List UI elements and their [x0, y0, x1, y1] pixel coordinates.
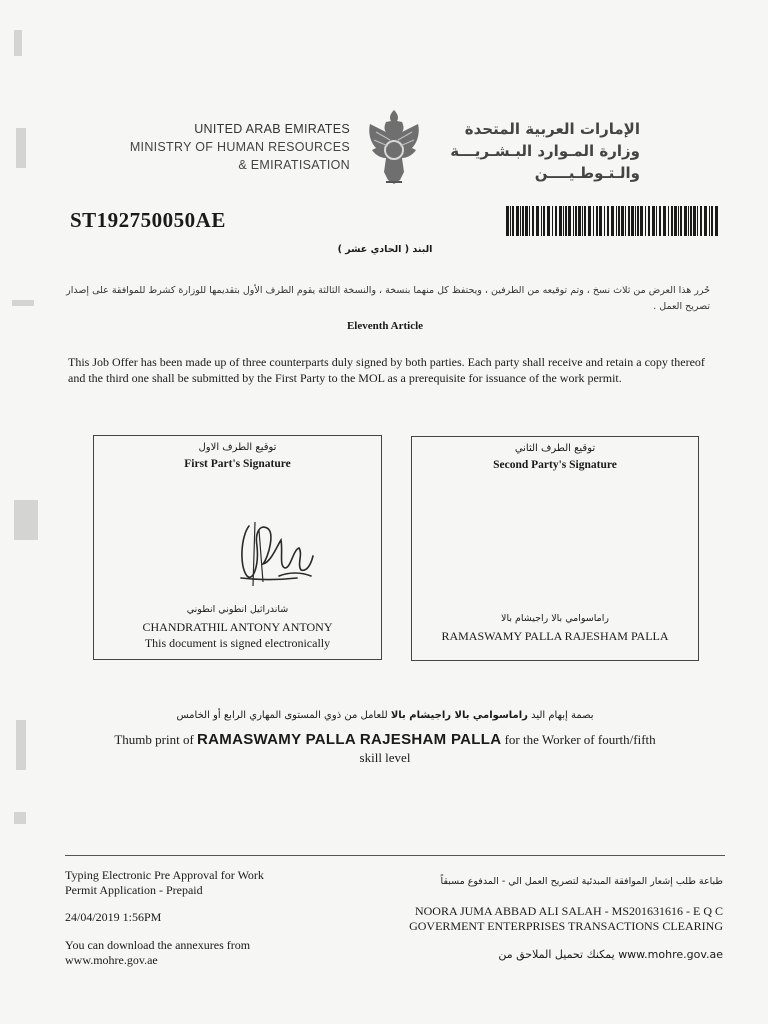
typing-line: Typing Electronic Pre Approval for Work — [65, 868, 264, 882]
article-text-en: This Job Offer has been made up of three counterparts duly signed by both parties. Each party shall receive and retain a copy thereof and the third one shall be submitted by the First Party to the MOL as a prerequisite for issuance of the work permit. — [68, 355, 705, 385]
typing-line: Permit Application - Prepaid — [65, 883, 203, 897]
issue-datetime: 24/04/2019 1:56PM — [65, 910, 162, 924]
thumbprint-caption — [80, 731, 690, 767]
barcode — [506, 206, 722, 236]
uae-eagle-emblem-icon — [362, 106, 426, 188]
electronic-signature-note: This document is signed electronically — [144, 636, 331, 650]
clearing-agent — [363, 904, 723, 934]
download-info-ar: www.mohre.gov.ae يمكنك تحميل الملاحق من — [498, 948, 723, 961]
thumbprint-ar-post: للعامل من ذوي المستوى المهاري الرابع أو الخامس — [176, 710, 388, 721]
typing-description — [65, 868, 264, 898]
clearing-line: NOORA JUMA ABBAD ALI SALAH - MS201631616 - E Q C — [414, 904, 723, 918]
header-line-ar: والـتـوطـيــــن — [534, 164, 640, 182]
scan-speck — [12, 300, 34, 306]
download-url: www.mohre.gov.ae — [65, 953, 158, 967]
ministry-name-ar — [430, 118, 640, 184]
scan-speck — [14, 30, 22, 56]
header-line: MINISTRY OF HUMAN RESOURCES — [129, 140, 350, 154]
thumbprint-ar-pre: بصمة إبهام اليد — [531, 710, 594, 721]
signer-name-ar: شاندراثيل انطوني انطوني — [186, 604, 289, 615]
second-party-signature-box — [411, 436, 699, 661]
thumbprint-worker-name: RAMASWAMY PALLA RAJESHAM PALLA — [197, 731, 502, 748]
handwritten-signature — [219, 506, 319, 596]
download-line: You can download the annexures from — [65, 938, 251, 952]
header-line: UNITED ARAB EMIRATES — [194, 122, 350, 136]
scan-speck — [14, 812, 26, 824]
ministry-name-en — [110, 120, 350, 174]
footer-divider — [65, 855, 725, 856]
first-party-signature-box — [93, 435, 382, 660]
header-line-ar: الإمارات العربية المتحدة — [464, 120, 640, 138]
typing-description-ar: طباعة طلب إشعار الموافقة المبدئية لتصريح العمل الي - المدفوع مسبقاً — [440, 876, 723, 887]
signature-label-ar: توقيع الطرف الاول — [198, 442, 277, 453]
thumbprint-line2: skill level — [359, 750, 411, 765]
header-line: & EMIRATISATION — [238, 158, 350, 172]
download-info — [65, 938, 250, 968]
signature-label: Second Party's Signature — [493, 459, 617, 471]
thumbprint-ar-name: راماسوامي بالا راجيشام بالا — [390, 710, 528, 721]
header-line-ar: وزارة المـوارد البـشـريـــة — [450, 142, 640, 160]
scan-speck — [16, 720, 26, 770]
reference-number: ST192750050AE — [70, 208, 226, 232]
scan-speck — [14, 500, 38, 540]
article-title-ar: البند ( الحادي عشر ) — [337, 244, 433, 255]
thumbprint-caption-ar — [150, 710, 620, 721]
clearing-line: GOVERMENT ENTERPRISES TRANSACTIONS CLEARING — [409, 919, 723, 933]
signer-name: RAMASWAMY PALLA RAJESHAM PALLA — [441, 629, 669, 643]
scan-speck — [16, 128, 26, 168]
signature-label-ar: توقيع الطرف الثاني — [514, 443, 596, 454]
article-title-en: Eleventh Article — [346, 320, 424, 332]
thumbprint-pre: Thumb print of — [114, 732, 194, 747]
signer-name-ar: راماسوامي بالا راجيشام بالا — [501, 613, 609, 624]
thumbprint-post: for the Worker of fourth/fifth — [504, 732, 656, 747]
signature-label: First Part's Signature — [184, 458, 291, 470]
article-text-ar: حُرر هذا العرض من ثلاث نسخ ، وتم توقيعه من الطرفين ، ويحتفظ كل منهما بنسخة ، والنسخة الثالثة يقوم الطرف الأول بتقديمها للوزارة كشرط للموافقة على إصدار تصريح العمل . — [66, 285, 710, 312]
signer-name: CHANDRATHIL ANTONY ANTONY — [142, 620, 333, 634]
